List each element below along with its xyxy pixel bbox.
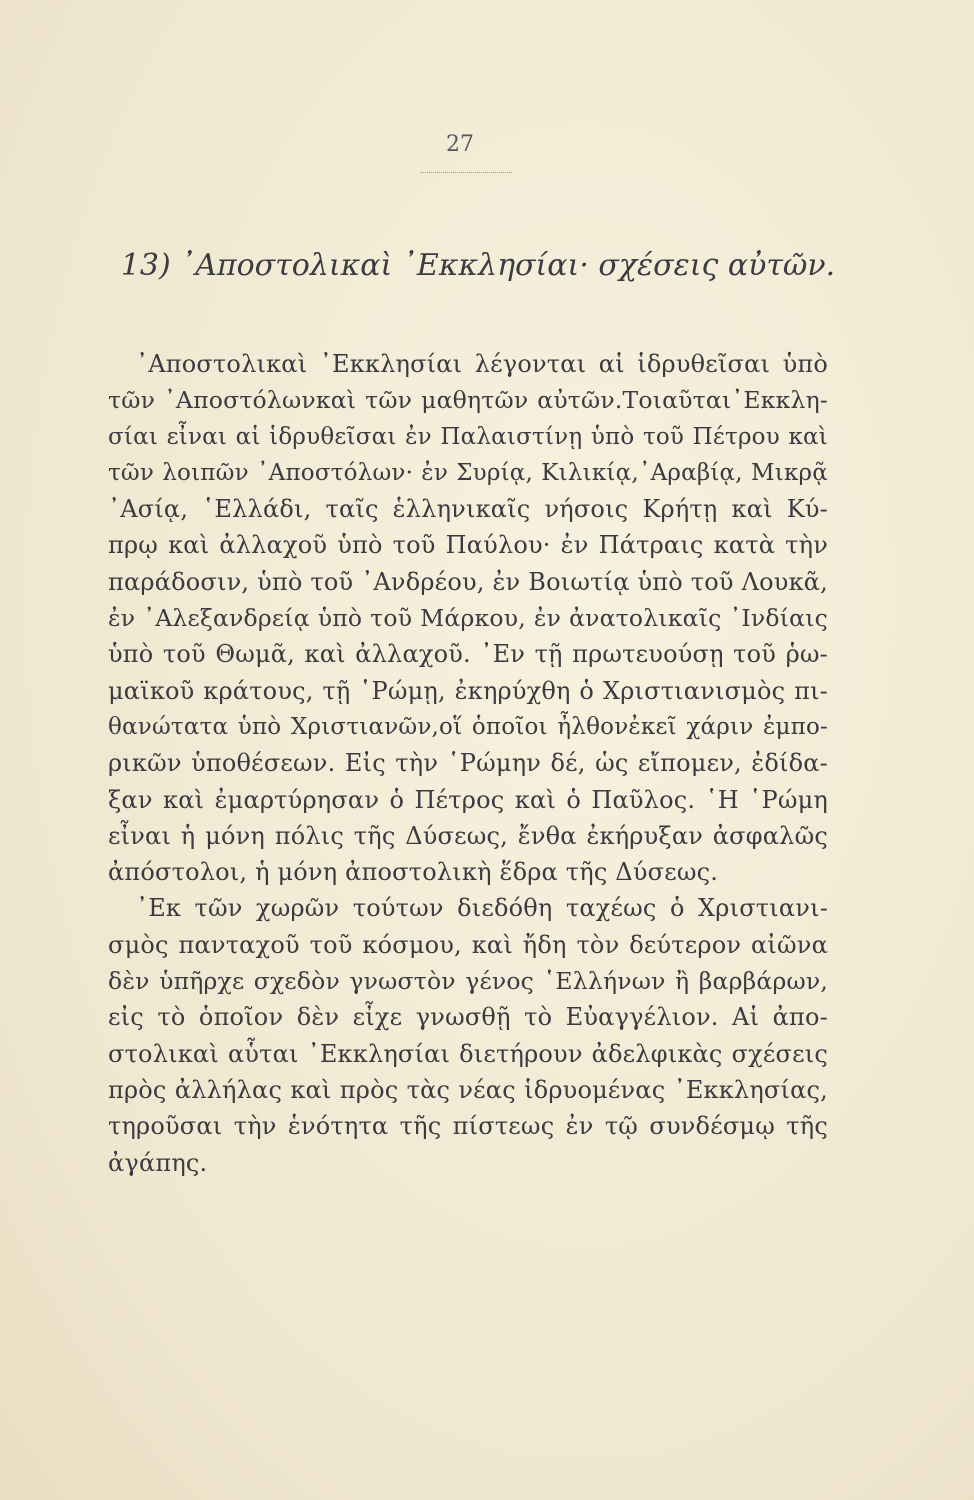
text-line: ξαν καὶ ἐμαρτύρησαν ὁ Πέτρος καὶ ὁ Παῦλος. ῾Η ῾Ρώμη <box>108 785 828 814</box>
text-line: πρὸς ἀλλήλας καὶ πρὸς τὰς νέας ἱδρυομένας ᾿Εκκλησίας, <box>108 1075 828 1104</box>
page-number: 27 <box>446 132 474 157</box>
text-line: ᾿Αποστολικαὶ ᾿Εκκλησίαι λέγονται αἱ ἱδρυθεῖσαι ὑπὸ <box>136 350 828 378</box>
text-line: παράδοσιν, ὑπὸ τοῦ ᾿Ανδρέου, ἐν Βοιωτίᾳ ὑπὸ τοῦ Λουκᾶ, <box>108 567 828 596</box>
text-line: εἶναι ἡ μόνη πόλις τῆς Δύσεως, ἔνθα ἐκήρυξαν ἀσφαλῶς <box>108 821 828 850</box>
text-line: σμὸς πανταχοῦ τοῦ κόσμου, καὶ ἤδη τὸν δεύτερον αἰῶνα <box>108 930 828 959</box>
text-line: θανώτατα ὑπὸ Χριστιανῶν,οἵ ὁποῖοι ἦλθονἐκεῖ χάριν ἐμπο- <box>108 713 828 740</box>
text-line: ρικῶν ὑποθέσεων. Εἰς τὴν ῾Ρώμην δέ, ὡς εἴπομεν, ἐδίδα- <box>108 749 828 778</box>
text-line: τῶν λοιπῶν ᾿Αποστόλων· ἐν Συρίᾳ, Κιλικίᾳ,᾿Αραβίᾳ, Μικρᾷ <box>108 459 828 486</box>
text-line: ἀγάπης. <box>108 1148 208 1177</box>
text-line: στολικαὶ αὗται ᾿Εκκλησίαι διετήρουν ἀδελφικὰς σχέσεις <box>108 1039 828 1068</box>
text-line: ᾿Ασίᾳ, ῾Ελλάδι, ταῖς ἑλληνικαῖς νήσοις Κρήτῃ καὶ Κύ- <box>108 495 828 524</box>
text-line: τηροῦσαι τὴν ἑνότητα τῆς πίστεως ἐν τῷ συνδέσμῳ τῆς <box>108 1112 828 1141</box>
text-line: τῶν ᾿Αποστόλωνκαὶ τῶν μαθητῶν αὐτῶν.Τοιαῦται᾿Εκκλη- <box>108 386 828 415</box>
page-number-rule <box>420 172 512 173</box>
text-line: σίαι εἶναι αἱ ἱδρυθεῖσαι ἐν Παλαιστίνῃ ὑπὸ τοῦ Πέτρου καὶ <box>108 423 828 450</box>
text-line: πρῳ καὶ ἀλλαχοῦ ὑπὸ τοῦ Παύλου· ἐν Πάτραις κατὰ τὴν <box>108 531 828 560</box>
text-line: ᾿Εκ τῶν χωρῶν τούτων διεδόθη ταχέως ὁ Χριστιανι- <box>136 894 828 923</box>
text-line: εἰς τὸ ὁποῖον δὲν εἶχε γνωσθῇ τὸ Εὐαγγέλιον. Αἱ ἀπο- <box>108 1003 828 1032</box>
text-line: δὲν ὑπῆρχε σχεδὸν γνωστὸν γένος ῾Ελλήνων ἢ βαρβάρων, <box>108 967 828 996</box>
text-line: ἐν ᾿Αλεξανδρείᾳ ὑπὸ τοῦ Μάρκου, ἐν ἀνατολικαῖς ᾿Ινδίαις <box>108 604 828 633</box>
text-line: ἀπόστολοι, ἡ μόνη ἀποστολικὴ ἕδρα τῆς Δύσεως. <box>108 858 719 887</box>
text-line: μαϊκοῦ κράτους, τῇ ῾Ρώμῃ, ἐκηρύχθη ὁ Χριστιανισμὸς πι- <box>108 676 828 705</box>
section-heading: 13) ᾿Αποστολικαὶ ᾿Εκκλησίαι· σχέσεις αὐτῶν. <box>120 248 836 283</box>
text-line: ὑπὸ τοῦ Θωμᾶ, καὶ ἀλλαχοῦ. ᾿Εν τῇ πρωτευούσῃ τοῦ ῥω- <box>108 640 828 669</box>
body-text <box>108 346 828 1181</box>
